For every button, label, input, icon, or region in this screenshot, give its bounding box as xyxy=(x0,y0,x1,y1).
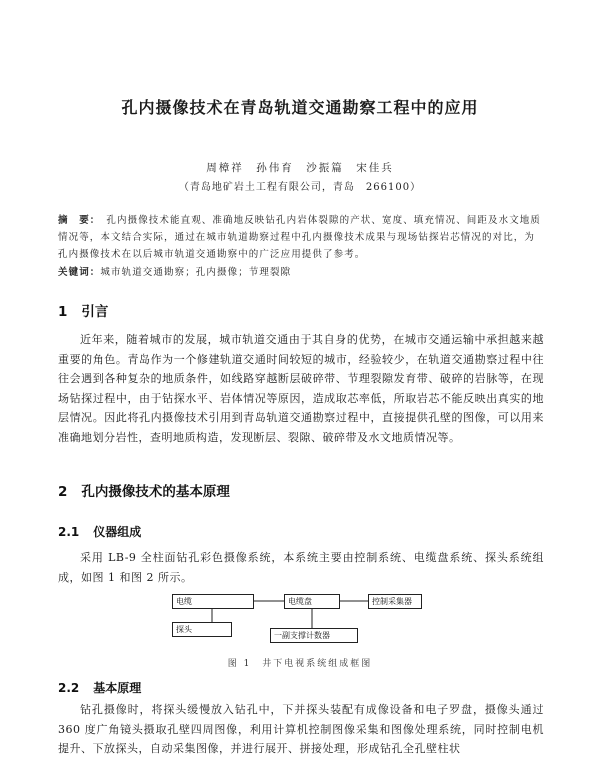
abstract-label: 摘 要： xyxy=(58,215,101,226)
section-title: 孔内摄像技术的基本原理 xyxy=(81,484,230,500)
keywords xyxy=(58,264,544,278)
box-cable-reel: 电缆盘 xyxy=(284,594,340,609)
figure-caption: 图 1 井下电视系统组成框图 xyxy=(227,659,373,669)
section-title: 基本原理 xyxy=(93,681,142,695)
box-cable: 电缆 xyxy=(172,594,254,609)
authors: 周樟祥 孙伟育 沙振篇 宋佳兵 xyxy=(206,162,394,174)
section-title: 引言 xyxy=(81,304,109,320)
affiliation: （青岛地矿岩土工程有限公司，青岛 266100） xyxy=(178,182,422,193)
section-1-heading xyxy=(58,300,108,320)
section-number: 1 xyxy=(58,304,68,320)
section-2-heading xyxy=(58,480,230,500)
section-2-2-paragraph: 钻孔摄像时，将探头缓慢放入钻孔中，下并探头装配有成像设备和电子罗盘，摄像头通过 360 度广角镜头摄取孔壁四周图像，利用计算机控制图像采集和图像处理系统，同时控制电机提升、下放探头，自动采集图像，并进行展开、拼接处理，形成钻孔全孔壁柱状 xyxy=(58,703,544,755)
abstract xyxy=(58,212,544,263)
box-probe: 探头 xyxy=(172,622,232,637)
box-controller: 控制采集器 xyxy=(368,594,422,609)
section-number: 2.2 xyxy=(58,681,80,695)
section-1-paragraph: 近年来，随着城市的发展，城市轨道交通由于其自身的优势，在城市交通运输中承担越来越重要的角色。青岛作为一个修建轨道交通时间较短的城市，经验较少，在轨道交通勘察过程中往往会遇到各种复杂的地质条件，如线路穿越断层破碎带、节理裂隙发育带、破碎的岩脉等，在现场钻探过程中，由于钻探水平、岩体情况等原因，造成取芯率低，所取岩芯不能反映出真实的地层情况。因此将孔内摄像技术引用到青岛轨道交通勘察过程中，直接提供孔壁的图像，可以用来准确地划分岩性，查明地质构造，发现断层、裂隙、破碎带及水文地质情况等。 xyxy=(58,333,544,444)
section-2-2-heading xyxy=(58,679,141,696)
section-number: 2 xyxy=(58,484,68,500)
section-2-1-heading xyxy=(58,523,141,540)
system-diagram xyxy=(172,592,422,654)
keywords-text: 城市轨道交通勘察；孔内摄像；节理裂隙 xyxy=(100,267,292,278)
section-number: 2.1 xyxy=(58,525,80,539)
keywords-label: 关键词： xyxy=(58,267,101,278)
box-depth-counter: 一副支撑计数器 xyxy=(270,628,358,643)
paper-title: 孔内摄像技术在青岛轨道交通勘察工程中的应用 xyxy=(121,98,479,117)
section-2-1-paragraph: 采用 LB-9 全柱面钻孔彩色摄像系统，本系统主要由控制系统、电缆盘系统、探头系统组成，如图 1 和图 2 所示。 xyxy=(58,551,544,584)
abstract-text: 孔内摄像技术能直观、准确地反映钻孔内岩体裂隙的产状、宽度、填充情况、间距及水文地质情况等，本文结合实际，通过在城市轨道勘察过程中孔内摄像技术成果与现场钻探岩芯情况的对比，为孔内摄像技术在以后城市轨道交通勘察中的广泛应用提供了参考。 xyxy=(58,215,542,260)
section-title: 仪器组成 xyxy=(93,525,142,539)
